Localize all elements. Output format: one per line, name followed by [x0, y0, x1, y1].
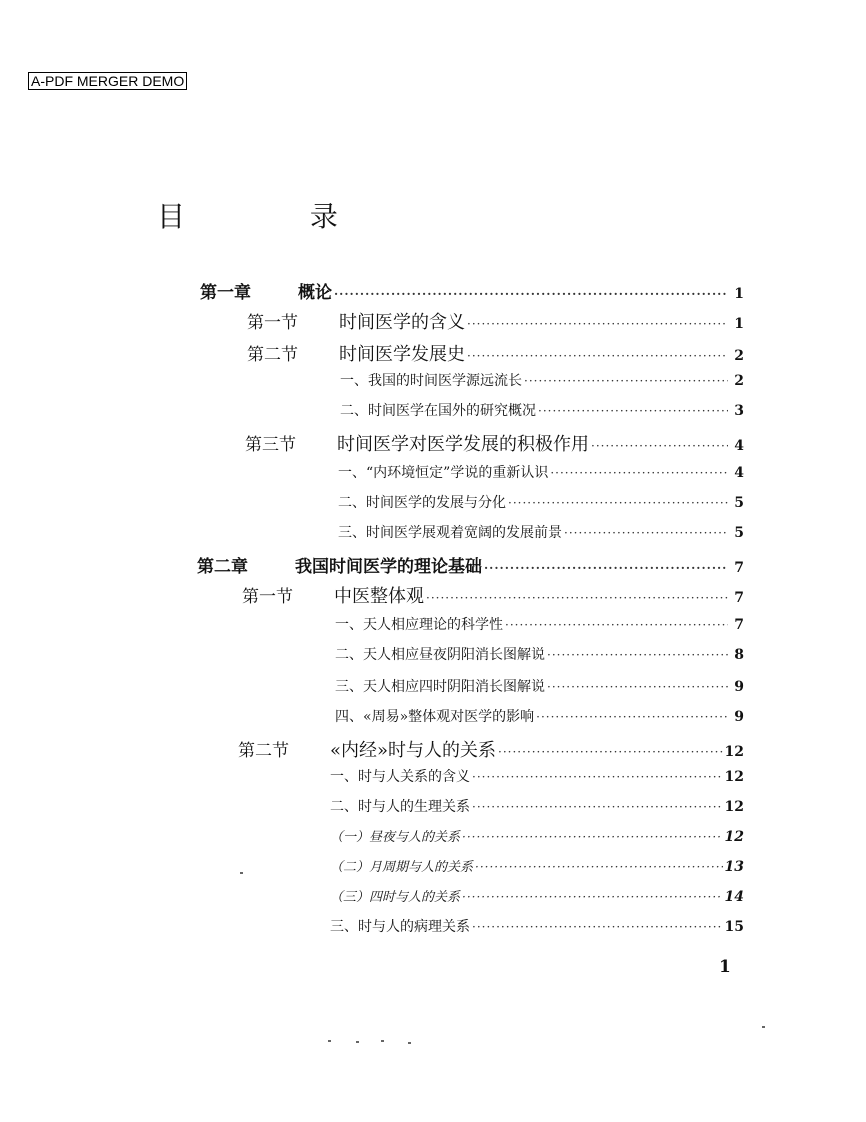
toc-leader-dots: [334, 287, 728, 301]
toc-entry-prefix: 第二章: [197, 557, 248, 577]
toc-leader-dots: [472, 800, 723, 814]
toc-entry-title: 二、天人相应昼夜阴阳消长图解说: [335, 647, 545, 663]
toc-entry: [335, 644, 744, 668]
toc-entry-title: 三、时与人的病理关系: [330, 919, 470, 935]
toc-entry-label: [242, 582, 424, 608]
toc-entry-title: 时间医学发展史: [339, 344, 465, 365]
toc-entry-label: [330, 796, 470, 816]
toc-entry: [330, 826, 744, 850]
toc-leader-dots: [550, 466, 728, 480]
toc-entry-prefix: 第一节: [247, 313, 298, 333]
toc-page-number: 4: [734, 438, 744, 454]
toc-entry: [330, 766, 744, 790]
toc-entry: [340, 400, 744, 424]
toc-page-number: 9: [734, 679, 744, 695]
toc-page-number: 7: [734, 590, 744, 606]
toc-entry: [330, 916, 744, 940]
toc-page-number: 12: [724, 744, 744, 760]
toc-entry: [335, 614, 744, 638]
toc-page-number: 15: [724, 919, 744, 935]
toc-entry-title: 概论: [298, 283, 332, 303]
toc-entry-title: （三）四时与人的关系: [330, 890, 461, 905]
page-number: 1: [719, 957, 731, 977]
toc-entry-label: [338, 522, 562, 542]
toc-leader-dots: [467, 349, 728, 363]
toc-leader-dots: [472, 920, 723, 934]
toc-entry: [330, 886, 744, 910]
toc-entry-label: [335, 706, 534, 726]
toc-leader-dots: [498, 745, 722, 759]
toc-leader-dots: [547, 648, 728, 662]
toc-entry-label: [335, 614, 503, 634]
toc-entry: [340, 370, 744, 394]
toc-entry-label: [340, 400, 536, 420]
toc-entry: [338, 462, 744, 486]
toc-entry: [338, 492, 744, 516]
toc-entry-label: [330, 886, 460, 905]
toc-entry-title: 我国时间医学的理论基础: [295, 557, 482, 577]
toc-entry: [330, 856, 744, 880]
toc-leader-dots: [426, 591, 728, 605]
toc-entry-prefix: 第一章: [200, 283, 251, 303]
toc-entry-label: [247, 340, 465, 366]
toc-page-number: 7: [734, 560, 744, 576]
toc-entry-title: 中医整体观: [334, 586, 424, 607]
toc-entry: [200, 278, 744, 302]
toc-entry-label: [245, 430, 589, 456]
toc-entry-title: 四、«周易»整体观对医学的影响: [335, 709, 535, 725]
toc-leader-dots: [505, 618, 728, 632]
toc-page-number: 9: [734, 709, 744, 725]
toc-page-number: 1: [734, 286, 744, 302]
toc-leader-dots: [524, 374, 728, 388]
scan-speck: [356, 1041, 359, 1043]
toc-entry-label: [330, 856, 473, 875]
toc-page-number: 7: [734, 617, 744, 633]
toc-entry-title: （一）昼夜与人的关系: [330, 830, 461, 845]
toc-entry-label: [330, 916, 470, 936]
toc-entry-label: [200, 278, 332, 303]
toc-leader-dots: [508, 496, 728, 510]
toc-page-number: 5: [734, 495, 744, 511]
toc-entry-title: 二、时间医学在国外的研究概况: [340, 403, 536, 419]
toc-entry-prefix: 第三节: [245, 435, 296, 455]
toc-page-number: 1: [734, 316, 744, 332]
toc-entry-title: 一、“内环境恒定”学说的重新认识: [338, 465, 549, 481]
scan-speck: [381, 1040, 384, 1042]
toc-entry-label: [247, 308, 465, 334]
toc-entry: [245, 430, 744, 454]
scan-speck: [240, 872, 243, 874]
toc-entry-label: [340, 370, 522, 390]
toc-leader-dots: [472, 770, 723, 784]
scan-speck: [408, 1042, 411, 1044]
toc-entry: [247, 308, 744, 332]
toc-page-number: 5: [734, 525, 744, 541]
toc-leader-dots: [547, 680, 728, 694]
toc-entry-title: 三、天人相应四时阴阳消长图解说: [335, 679, 545, 695]
toc-page-number: 12: [724, 799, 744, 815]
toc-entry-label: [338, 492, 506, 512]
toc-entry-label: [197, 552, 482, 577]
toc-leader-dots: [475, 860, 723, 874]
toc-entry-title: 时间医学的含义: [339, 312, 465, 333]
toc-entry-label: [338, 462, 548, 482]
toc-page-number: 13: [724, 859, 744, 875]
toc-entry-title: （二）月周期与人的关系: [330, 860, 474, 875]
toc-entry-title: 一、天人相应理论的科学性: [335, 617, 503, 633]
toc-page-number: 2: [734, 373, 744, 389]
toc-entry-prefix: 第一节: [242, 587, 293, 607]
toc-page-number: 12: [724, 769, 744, 785]
toc-entry: [330, 796, 744, 820]
toc-entry-title: 二、时间医学的发展与分化: [338, 495, 506, 511]
toc-page-number: 14: [724, 889, 744, 905]
scan-speck: [328, 1040, 331, 1042]
toc-leader-dots: [467, 317, 728, 331]
toc-entry-title: 二、时与人的生理关系: [330, 799, 470, 815]
toc-entry: [238, 736, 744, 760]
toc-entry-label: [335, 644, 545, 664]
page-title: 目 录: [157, 200, 396, 233]
toc-entry: [197, 552, 744, 576]
toc-entry-title: 一、我国的时间医学源远流长: [340, 373, 522, 389]
toc-entry-prefix: 第二节: [238, 741, 289, 761]
scan-speck: [762, 1026, 765, 1028]
toc-entry: [338, 522, 744, 546]
toc-entry-label: [238, 736, 496, 762]
toc-leader-dots: [591, 439, 728, 453]
toc-page-number: 3: [734, 403, 744, 419]
toc-entry: [247, 340, 744, 364]
toc-entry-title: 三、时间医学展观着宽阔的发展前景: [338, 525, 562, 541]
toc-entry: [335, 706, 744, 730]
toc-page-number: 12: [724, 829, 744, 845]
toc-leader-dots: [536, 710, 728, 724]
toc-page-number: 2: [734, 348, 744, 364]
toc-entry-prefix: 第二节: [247, 345, 298, 365]
toc-entry-title: 时间医学对医学发展的积极作用: [337, 434, 589, 455]
toc-entry-title: 一、时与人关系的含义: [330, 769, 470, 785]
toc-entry-label: [330, 766, 470, 786]
toc-leader-dots: [564, 526, 728, 540]
toc-leader-dots: [462, 830, 723, 844]
toc-leader-dots: [462, 890, 723, 904]
toc-entry-label: [330, 826, 460, 845]
demo-watermark-banner: A-PDF MERGER DEMO: [28, 72, 187, 90]
toc-leader-dots: [484, 561, 728, 575]
toc-entry-label: [335, 676, 545, 696]
toc-page-number: 8: [734, 647, 744, 663]
toc-page-number: 4: [734, 465, 744, 481]
toc-entry: [242, 582, 744, 606]
toc-leader-dots: [538, 404, 728, 418]
toc-entry: [335, 676, 744, 700]
toc-entry-title: «内经»时与人的关系: [330, 740, 497, 761]
